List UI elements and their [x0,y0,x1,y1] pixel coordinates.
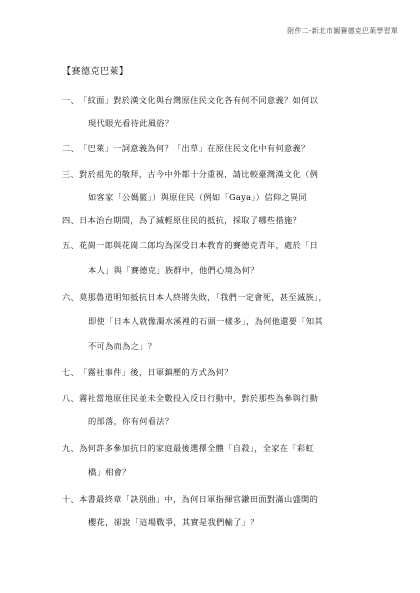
question-7 [62,367,233,378]
question-6-line-2: 即使「日本人就像濁水溪裡的石頭一樣多」，為何他還要「知其 [88,316,323,326]
question-2 [62,143,310,154]
question-text: 「紋面」對於漢文化與台灣原住民文化各有何不同意義？如何以 [79,95,319,105]
question-number: 六、 [62,292,80,302]
question-text: 日本治台期間，為了減輕原住民的抵抗，採取了哪些措施？ [79,215,302,225]
question-6-line-3: 不可為而為之」？ [88,341,157,351]
question-6 [62,292,327,303]
question-number: 七、 [62,367,80,377]
question-9 [62,443,314,454]
question-9-line-2: 橋」相會？ [88,467,131,477]
page-title: 【賽德克巴萊】 [62,67,129,77]
question-text: 「巴萊」一詞意義為何？「出草」在原住民文化中有何意義？ [79,143,310,153]
question-text: 對於祖先的敬拜，古今中外都十分重視，請比較臺灣漢文化（例 [79,169,319,179]
question-number: 二、 [62,143,80,153]
question-5-line-2: 本人」與「賽德克」族群中，他們心境為何？ [88,265,259,275]
question-5 [62,240,318,251]
question-10-line-2: 櫻花，卻說「這場戰爭，其實是我們輸了」？ [88,517,259,527]
page-header: 附件二-新北市圖賽德克巴萊學習單 [287,27,398,35]
question-text: 「霧社事件」後，日軍鎮壓的方式為何？ [79,367,233,377]
question-3-line-2: 如客家「公媽籃」）與原住民（例如「Gaya」）信仰之異同 [88,192,308,202]
question-text: 本書最終章「訣別曲」中，為何日軍指揮官鎌田面對滿山盛開的 [79,494,319,504]
question-text: 霧社當地原住民並未全數投入反日行動中，對於那些為參與行動 [79,393,319,403]
question-8-line-2: 的部落，你有何看法？ [88,416,174,426]
question-10 [62,494,318,505]
question-number: 九、 [62,443,80,453]
question-1 [62,95,318,106]
question-text: 為何許多參加抗日的家庭最後選擇全體「自殺」，全家在「彩虹 [79,443,315,453]
question-4 [62,215,301,226]
question-1-line-2: 現代眼光看待此風俗？ [88,118,174,128]
question-3 [62,169,318,180]
question-text: 莫那魯道明知抵抗日本人終將失敗，「我們一定會死，甚至滅族」， [79,292,328,302]
question-number: 四、 [62,215,80,225]
question-number: 五、 [62,240,80,250]
question-8 [62,393,318,404]
question-text: 花崗一郎與花崗二郎均為深受日本教育的賽德克青年，處於「日 [79,240,319,250]
question-number: 十、 [62,494,80,504]
question-number: 三、 [62,169,80,179]
question-number: 一、 [62,95,80,105]
question-number: 八、 [62,393,80,403]
